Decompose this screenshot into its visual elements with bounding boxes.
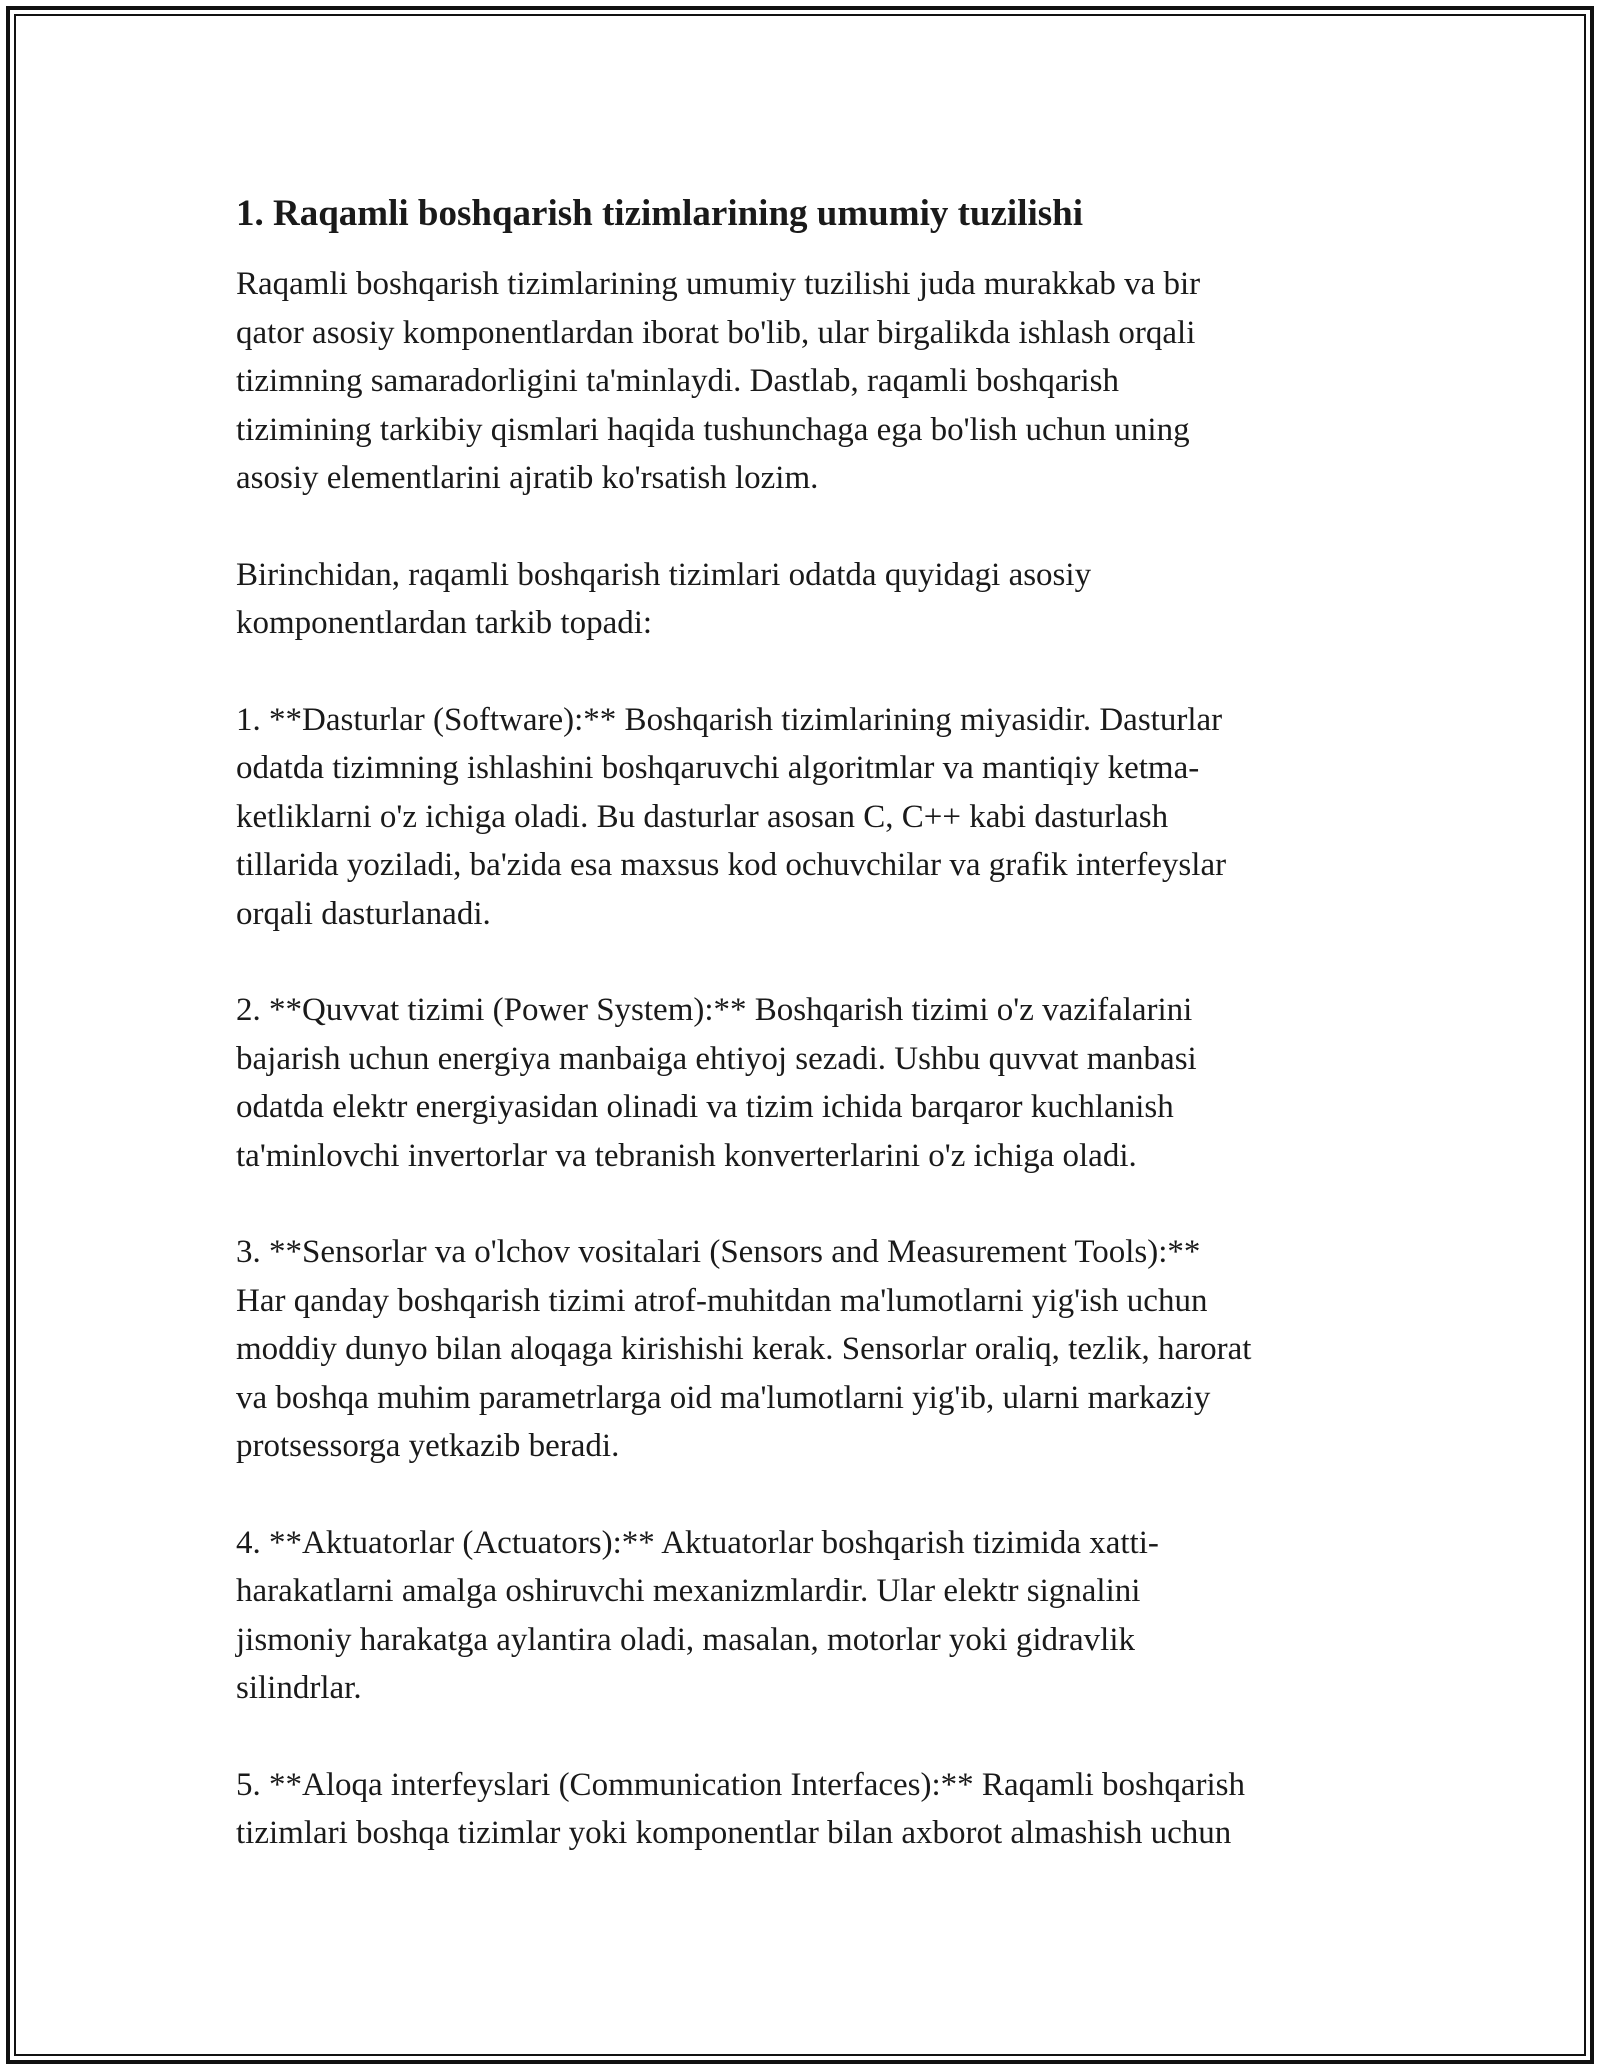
text-line: qator asosiy komponentlardan iborat bo'lib, ular birgalikda ishlash orqali	[236, 314, 1196, 351]
text-line: odatda tizimning ishlashini boshqaruvchi algoritmlar va mantiqiy ketma-	[236, 750, 1200, 786]
document-body	[236, 190, 1376, 1906]
text-line: harakatlarni amalga oshiruvchi mexanizmlardir. Ular elektr signalini	[236, 1573, 1141, 1609]
text-line: silindrlar.	[236, 1670, 362, 1706]
section-heading: 1. Raqamli boshqarish tizimlarining umumiy tuzilishi	[236, 193, 1084, 234]
text-line: odatda elektr energiyasidan olinadi va tizim ichida barqaror kuchlanish	[236, 1089, 1174, 1125]
text-line: orqali dasturlanadi.	[236, 895, 491, 932]
text-line: ta'minlovchi invertorlar va tebranish konverterlarini o'z ichiga oladi.	[236, 1137, 1137, 1174]
text-line: ketliklarni o'z ichiga oladi. Bu dasturlar asosan C, C++ kabi dasturlash	[236, 798, 1169, 835]
text-line: tillarida yoziladi, ba'zida esa maxsus kod ochuvchilar va grafik interfeyslar	[236, 847, 1227, 883]
list-item-software	[236, 696, 1376, 939]
list-item-actuators	[236, 1519, 1376, 1713]
text-line: asosiy elementlarini ajratib ko'rsatish lozim.	[236, 460, 819, 496]
text-line: va boshqa muhim parametrlarga oid ma'lumotlarni yig'ib, ularni markaziy	[236, 1379, 1211, 1416]
text-line: 4. **Aktuatorlar (Actuators):** Aktuatorlar boshqarish tizimida xatti-	[236, 1524, 1159, 1561]
text-line: 1. **Dasturlar (Software):** Boshqarish tizimlarining miyasidir. Dasturlar	[236, 701, 1223, 738]
text-line: Har qanday boshqarish tizimi atrof-muhitdan ma'lumotlarni yig'ish uchun	[236, 1282, 1208, 1319]
text-line: jismoniy harakatga aylantira oladi, masalan, motorlar yoki gidravlik	[236, 1621, 1135, 1658]
text-line: Raqamli boshqarish tizimlarining umumiy tuzilishi juda murakkab va bir	[236, 266, 1201, 302]
text-line: bajarish uchun energiya manbaiga ehtiyoj sezadi. Ushbu quvvat manbasi	[236, 1040, 1197, 1077]
text-line: 5. **Aloqa interfeyslari (Communication Interfaces):** Raqamli boshqarish	[236, 1766, 1245, 1803]
text-line: 3. **Sensorlar va o'lchov vositalari (Sensors and Measurement Tools):**	[236, 1234, 1201, 1270]
paragraph-intro	[236, 260, 1376, 503]
list-item-power-system	[236, 986, 1376, 1180]
list-item-sensors	[236, 1228, 1376, 1471]
text-line: komponentlardan tarkib topadi:	[236, 605, 653, 641]
text-line: tizimining tarkibiy qismlari haqida tushunchaga ega bo'lish uchun uning	[236, 411, 1190, 448]
text-line: protsessorga yetkazib beradi.	[236, 1428, 620, 1464]
text-line: 2. **Quvvat tizimi (Power System):** Boshqarish tizimi o'z vazifalarini	[236, 992, 1193, 1028]
paragraph-components-lead	[236, 551, 1376, 648]
text-line: moddiy dunyo bilan aloqaga kirishishi kerak. Sensorlar oraliq, tezlik, harorat	[236, 1331, 1252, 1367]
text-line: Birinchidan, raqamli boshqarish tizimlari odatda quyidagi asosiy	[236, 556, 1092, 593]
text-line: tizimlari boshqa tizimlar yoki komponentlar bilan axborot almashish uchun	[236, 1815, 1232, 1851]
list-item-communication-interfaces	[236, 1761, 1376, 1858]
text-line: tizimning samaradorligini ta'minlaydi. Dastlab, raqamli boshqarish	[236, 363, 1120, 399]
